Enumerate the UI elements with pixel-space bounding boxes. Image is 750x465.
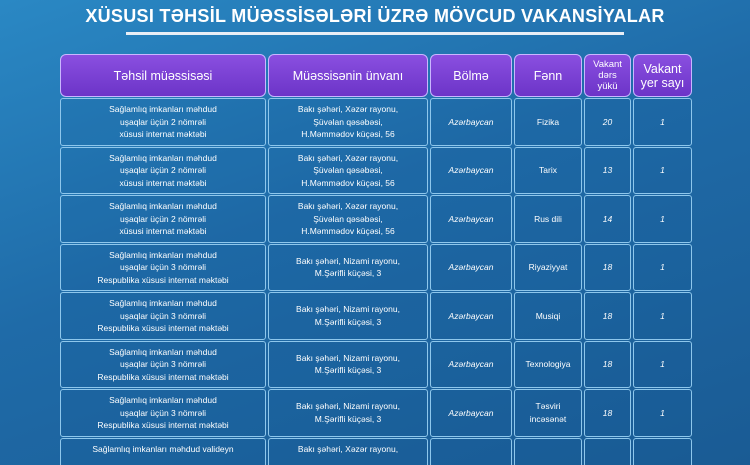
cell-institution: Sağlamlıq imkanları məhdud uşaqlar üçün 2 nömrəli xüsusi internat məktəbi <box>60 195 266 243</box>
cell-institution: Sağlamlıq imkanları məhdud uşaqlar üçün 3 nömrəli Respublika xüsusi internat məktəbi <box>60 341 266 389</box>
cell-institution: Sağlamlıq imkanları məhdud uşaqlar üçün 3 nömrəli Respublika xüsusi internat məktəbi <box>60 244 266 292</box>
cell-vacant-hours: 14 <box>584 195 631 243</box>
cell-vacant-hours: 13 <box>584 147 631 195</box>
cell-vacant-places: 1 <box>633 292 692 340</box>
cell-vacant-places: 1 <box>633 98 692 146</box>
page-title: XÜSUSI TƏHSİL MÜƏSSİSƏLƏRİ ÜZRƏ MÖVCUD VAKANSİYALAR <box>85 6 665 26</box>
header-section: Bölmə <box>430 54 512 97</box>
cell-section: Azərbaycan <box>430 341 512 389</box>
cell-subject <box>514 438 582 465</box>
header-vacant-hours: Vakant dərs yükü <box>584 54 631 97</box>
cell-address: Bakı şəhəri, Nizami rayonu, M.Şərifli küçəsi, 3 <box>268 292 428 340</box>
cell-section <box>430 438 512 465</box>
cell-address: Bakı şəhəri, Xəzər rayonu, Şüvəlan qəsəbəsi, H.Məmmədov küçəsi, 56 <box>268 147 428 195</box>
cell-vacant-places: 1 <box>633 195 692 243</box>
cell-subject: Fizika <box>514 98 582 146</box>
cell-vacant-hours: 18 <box>584 244 631 292</box>
cell-institution: Sağlamlıq imkanları məhdud uşaqlar üçün 3 nömrəli Respublika xüsusi internat məktəbi <box>60 389 266 437</box>
cell-address: Bakı şəhəri, Nizami rayonu, M.Şərifli küçəsi, 3 <box>268 341 428 389</box>
cell-section: Azərbaycan <box>430 195 512 243</box>
cell-institution: Sağlamlıq imkanları məhdud uşaqlar üçün 2 nömrəli xüsusi internat məktəbi <box>60 98 266 146</box>
cell-vacant-hours: 18 <box>584 341 631 389</box>
cell-subject: Təsviri incəsənət <box>514 389 582 437</box>
cell-section: Azərbaycan <box>430 98 512 146</box>
header-address: Müəssisənin ünvanı <box>268 54 428 97</box>
cell-subject: Tarix <box>514 147 582 195</box>
cell-institution: Sağlamlıq imkanları məhdud valideyn <box>60 438 266 465</box>
vacancies-table <box>60 54 692 465</box>
cell-institution: Sağlamlıq imkanları məhdud uşaqlar üçün 2 nömrəli xüsusi internat məktəbi <box>60 147 266 195</box>
cell-section: Azərbaycan <box>430 292 512 340</box>
cell-vacant-places <box>633 438 692 465</box>
cell-vacant-hours: 18 <box>584 389 631 437</box>
header-vacant-places: Vakant yer sayı <box>633 54 692 97</box>
title-underline <box>126 32 624 35</box>
cell-vacant-places: 1 <box>633 389 692 437</box>
cell-vacant-places: 1 <box>633 147 692 195</box>
cell-subject: Musiqi <box>514 292 582 340</box>
cell-section: Azərbaycan <box>430 147 512 195</box>
cell-section: Azərbaycan <box>430 244 512 292</box>
cell-vacant-hours: 20 <box>584 98 631 146</box>
cell-address: Bakı şəhəri, Nizami rayonu, M.Şərifli küçəsi, 3 <box>268 389 428 437</box>
cell-section: Azərbaycan <box>430 389 512 437</box>
header-institution: Təhsil müəssisəsi <box>60 54 266 97</box>
cell-address: Bakı şəhəri, Xəzər rayonu, Şüvəlan qəsəbəsi, H.Məmmədov küçəsi, 56 <box>268 195 428 243</box>
cell-subject: Texnologiya <box>514 341 582 389</box>
cell-subject: Rus dili <box>514 195 582 243</box>
cell-address: Bakı şəhəri, Xəzər rayonu, <box>268 438 428 465</box>
cell-vacant-hours: 18 <box>584 292 631 340</box>
cell-vacant-hours <box>584 438 631 465</box>
header-subject: Fənn <box>514 54 582 97</box>
cell-address: Bakı şəhəri, Nizami rayonu, M.Şərifli küçəsi, 3 <box>268 244 428 292</box>
cell-vacant-places: 1 <box>633 341 692 389</box>
cell-subject: Riyaziyyat <box>514 244 582 292</box>
cell-address: Bakı şəhəri, Xəzər rayonu, Şüvəlan qəsəbəsi, H.Məmmədov küçəsi, 56 <box>268 98 428 146</box>
cell-vacant-places: 1 <box>633 244 692 292</box>
cell-institution: Sağlamlıq imkanları məhdud uşaqlar üçün 3 nömrəli Respublika xüsusi internat məktəbi <box>60 292 266 340</box>
